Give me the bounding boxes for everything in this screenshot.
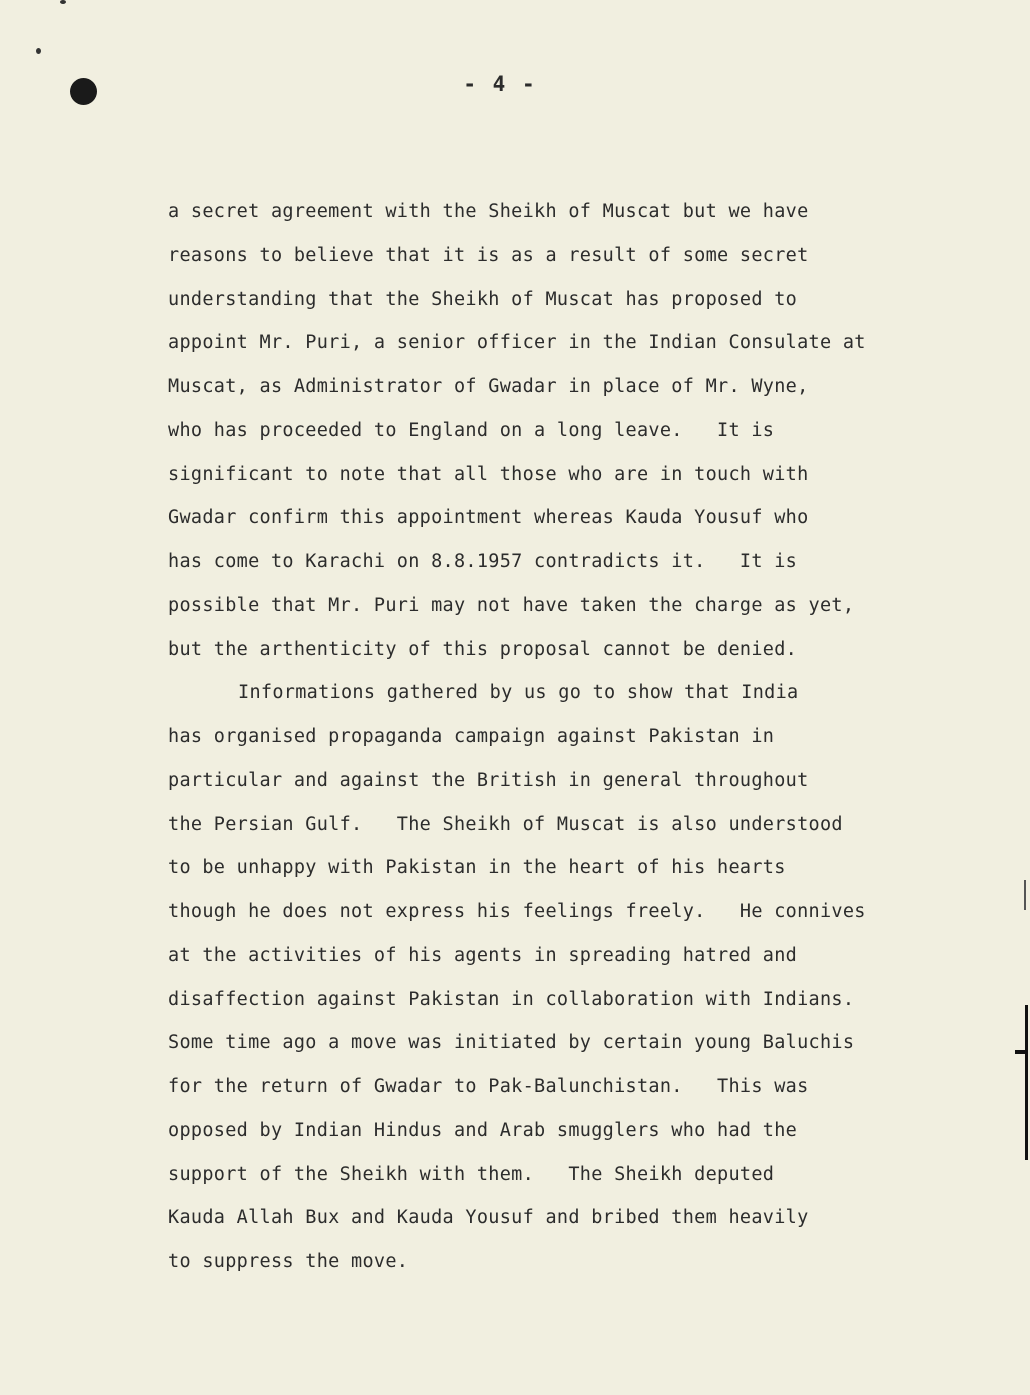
page-number: - 4 - bbox=[463, 72, 537, 96]
text-line: Muscat, as Administrator of Gwadar in place of Mr. Wyne, bbox=[168, 376, 809, 397]
text-line: reasons to believe that it is as a result of some secret bbox=[168, 244, 809, 266]
text-line: at the activities of his agents in spreading hatred and bbox=[168, 944, 798, 966]
text-line: for the return of Gwadar to Pak-Balunchistan. This was bbox=[168, 1076, 809, 1097]
text-line: Some time ago a move was initiated by certain young Baluchis bbox=[168, 1032, 855, 1054]
edge-mark bbox=[1025, 1005, 1028, 1160]
text-line: opposed by Indian Hindus and Arab smugglers who had the bbox=[168, 1119, 798, 1141]
text-line: has organised propaganda campaign against Pakistan in bbox=[168, 726, 775, 747]
ink-speck bbox=[60, 0, 66, 4]
edge-mark bbox=[1024, 880, 1026, 910]
text-line: who has proceeded to England on a long leave. It is bbox=[168, 419, 775, 441]
text-line: Kauda Allah Bux and Kauda Yousuf and bribed them heavily bbox=[168, 1207, 809, 1229]
text-line: disaffection against Pakistan in collaboration with Indians. bbox=[168, 988, 855, 1010]
text-line: to suppress the move. bbox=[168, 1251, 409, 1272]
ink-speck bbox=[36, 48, 41, 54]
text-line: Gwadar confirm this appointment whereas Kauda Yousuf who bbox=[168, 507, 809, 529]
text-line: though he does not express his feelings freely. He connives bbox=[168, 901, 866, 922]
text-line: support of the Sheikh with them. The Sheikh deputed bbox=[168, 1163, 775, 1185]
text-line: understanding that the Sheikh of Muscat has proposed to bbox=[168, 288, 798, 310]
text-line: has come to Karachi on 8.8.1957 contradicts it. It is bbox=[168, 551, 798, 572]
text-line: the Persian Gulf. The Sheikh of Muscat is also understood bbox=[168, 813, 843, 835]
paragraph-first-line: Informations gathered by us go to show that India bbox=[238, 682, 799, 704]
text-line: appoint Mr. Puri, a senior officer in the Indian Consulate at bbox=[168, 332, 866, 354]
text-line: to be unhappy with Pakistan in the heart of his hearts bbox=[168, 857, 786, 879]
text-line: but the arthenticity of this proposal cannot be denied. bbox=[168, 638, 798, 660]
text-line: significant to note that all those who are in touch with bbox=[168, 463, 809, 485]
text-line: possible that Mr. Puri may not have taken the charge as yet, bbox=[168, 594, 855, 616]
body-text bbox=[168, 190, 1008, 1284]
text-line: a secret agreement with the Sheikh of Muscat but we have bbox=[168, 201, 809, 222]
text-line: particular and against the British in general throughout bbox=[168, 769, 809, 791]
edge-mark bbox=[1015, 1050, 1027, 1054]
